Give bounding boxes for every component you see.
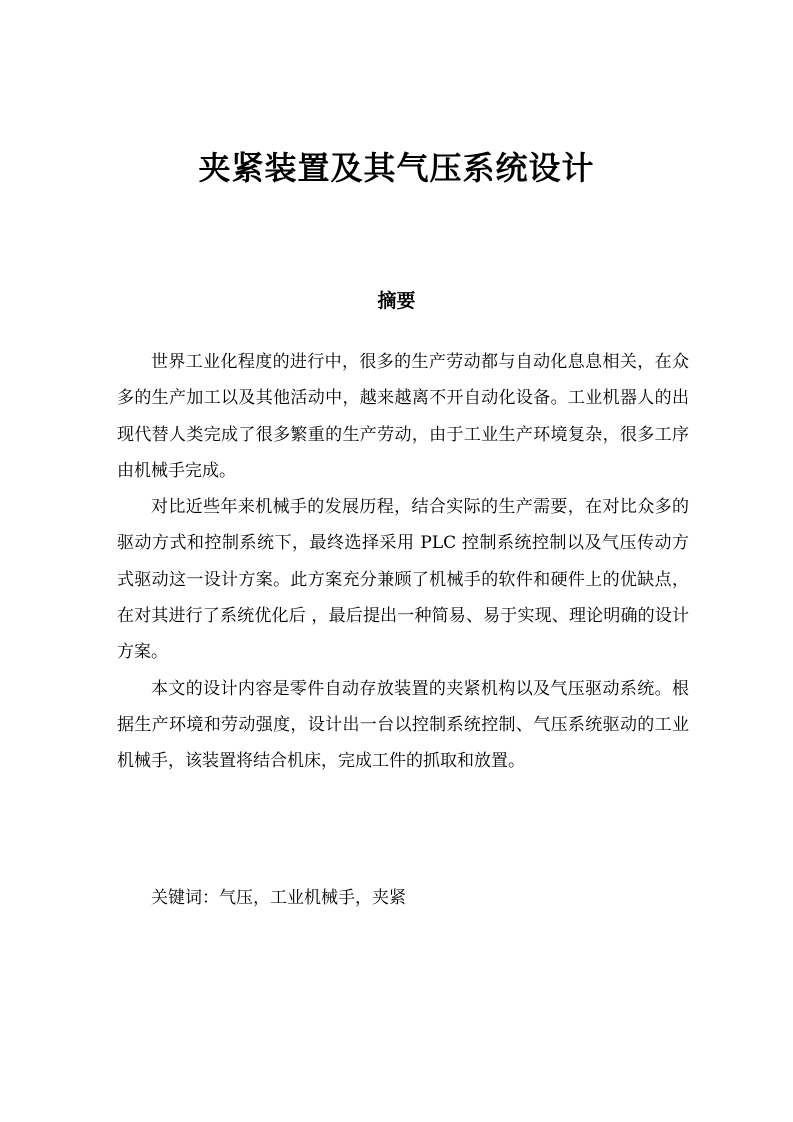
document-title: 夹紧装置及其气压系统设计 xyxy=(198,149,595,187)
abstract-heading: 摘要 xyxy=(377,290,416,312)
abstract-body xyxy=(117,344,689,780)
keywords-line: 关键词：气压，工业机械手，夹紧 xyxy=(151,888,406,908)
abstract-paragraph-1: 世界工业化程度的进行中，很多的生产劳动都与自动化息息相关，在众多的生产加工以及其他活动中，越来越离不开自动化设备。工业机器人的出现代替人类完成了很多繁重的生产劳动，由于工业生产环境复杂，很多工序由机械手完成。 xyxy=(117,352,689,481)
abstract-paragraph-3: 本文的设计内容是零件自动存放装置的夹紧机构以及气压驱动系统。根据生产环境和劳动强度，设计出一台以控制系统控制、气压系统驱动的工业机械手，该装置将结合机床，完成工件的抓取和放置。 xyxy=(117,678,689,772)
abstract-paragraph-2: 对比近些年来机械手的发展历程，结合实际的生产需要，在对比众多的驱动方式和控制系统下，最终选择采用 PLC 控制系统控制以及气压传动方式驱动这一设计方案。此方案充分兼顾了机械手的软件和硬件上的优缺点，在对其进行了系统优化后 ，最后提出一种简易、易于实现、理论明确的设计方案。 xyxy=(117,497,689,663)
